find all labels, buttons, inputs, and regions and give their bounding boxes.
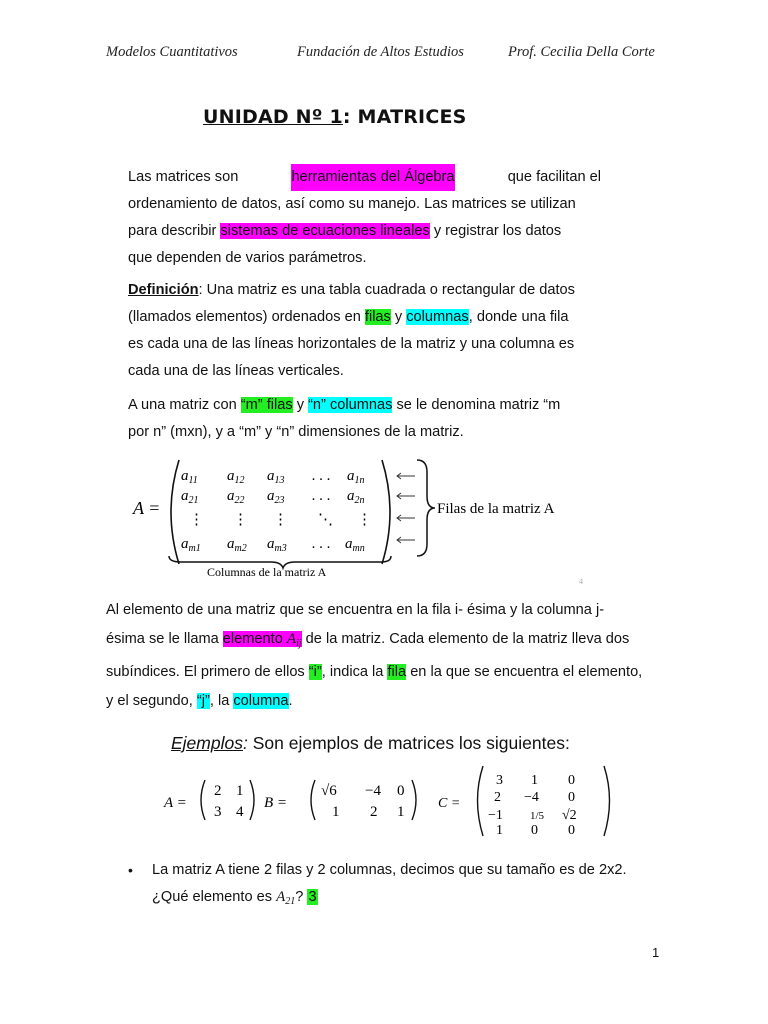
intro-paragraph: Las matrices son herramientas del Álgebra que facilitan el ordenamiento de datos, así como su manejo. Las matrices se utilizan para describir sistemas de ecuaciones lineales y registrar los datos que dependen de varios parámetros. [128, 164, 601, 272]
bullet-icon: • [128, 862, 133, 878]
figure-mark: 4 [579, 577, 583, 586]
svg-text:−1: −1 [488, 808, 503, 823]
matrix-lhs: A = [133, 498, 161, 518]
cell-dots3: . . . [312, 536, 331, 552]
cell-a13: $a_{13}$ [267, 468, 285, 486]
svg-text:1: 1 [531, 773, 538, 788]
svg-text:−4: −4 [524, 790, 539, 805]
svg-text:−4: −4 [365, 783, 381, 799]
svg-text:0: 0 [568, 790, 575, 805]
svg-text:0: 0 [568, 823, 575, 838]
row-arrows [397, 473, 415, 543]
cell-amn: $a_{mn}$ [345, 536, 365, 554]
cell-dots1: . . . [312, 468, 331, 484]
cell-am2: $a_{m2}$ [227, 536, 247, 554]
cell-am1: $a_{m1}$ [181, 536, 201, 554]
general-matrix-figure [125, 452, 595, 587]
page-number: 1 [652, 945, 660, 960]
svg-text:2: 2 [494, 790, 501, 805]
columns-label: Columnas de la matriz A [207, 565, 327, 579]
cell-ddots: ⋱ [318, 512, 333, 528]
answer-highlight: 3 [308, 889, 317, 905]
svg-text:1: 1 [397, 804, 405, 820]
dimensions-paragraph: A una matriz con “m” filas y “n” columnas se le denomina matriz “m por n” (mxn), y a “m” y “n” dimensiones de la matriz. [128, 397, 561, 440]
svg-text:3: 3 [496, 773, 503, 788]
svg-text:A =: A = [164, 795, 187, 811]
examples-heading: Ejemplos: Son ejemplos de matrices los siguientes: [171, 733, 570, 753]
svg-text:1: 1 [496, 823, 503, 838]
right-paren [382, 460, 390, 564]
svg-text:3: 3 [214, 804, 222, 820]
svg-text:2: 2 [214, 783, 222, 799]
cell-am3: $a_{m3}$ [267, 536, 287, 554]
cell-a21: $a_{21}$ [181, 488, 199, 506]
svg-text:0: 0 [531, 823, 538, 838]
header-course: Modelos Cuantitativos [106, 44, 238, 60]
example-matrix-c [438, 766, 610, 838]
svg-text:B =: B = [264, 795, 288, 811]
cell-a11: $a_{11}$ [181, 468, 198, 486]
examples-figure [160, 760, 620, 842]
example-matrix-a [163, 780, 254, 820]
cell-a1n: $a_{1n}$ [347, 468, 365, 486]
header-professor: Prof. Cecilia Della Corte [508, 44, 655, 60]
page-title: UNIDAD Nº 1: MATRICES [203, 106, 467, 128]
cell-vdots4: ⋮ [357, 512, 372, 528]
cell-vdots2: ⋮ [233, 512, 248, 528]
example-matrix-b [264, 780, 416, 820]
svg-text:√2: √2 [562, 808, 577, 823]
rows-label: Filas de la matriz A [437, 501, 555, 517]
svg-text:2: 2 [370, 804, 378, 820]
cell-vdots3: ⋮ [273, 512, 288, 528]
matrix-cells [181, 468, 372, 554]
svg-text:√6: √6 [321, 783, 337, 799]
svg-text:0: 0 [568, 773, 575, 788]
cell-a12: $a_{12}$ [227, 468, 245, 486]
cell-dots2: . . . [312, 488, 331, 504]
svg-text:C =: C = [438, 796, 461, 811]
svg-text:4: 4 [236, 804, 244, 820]
svg-text:1: 1 [332, 804, 340, 820]
element-paragraph: Al elemento de una matriz que se encuentra en la fila i- ésima y la columna j- ésima se le llama elemento $A_{ij}$ de la matriz. Cada elemento de la matriz lleva dos subíndices. El primero de ellos “i”, indica la fila en la que se encuentra el elemento, y el segundo, “j”, la columna. [106, 602, 643, 709]
left-paren [171, 460, 179, 564]
header-institution: Fundación de Altos Estudios [297, 44, 464, 60]
rows-brace [417, 460, 435, 556]
bullet-paragraph: La matriz A tiene 2 filas y 2 columnas, decimos que su tamaño es de 2x2. ¿Qué elemento es $A_{21}$? 3 [152, 862, 627, 907]
cell-vdots1: ⋮ [189, 512, 204, 528]
svg-text:1: 1 [236, 783, 244, 799]
cell-a23: $a_{23}$ [267, 488, 285, 506]
svg-text:1/5: 1/5 [530, 810, 545, 822]
definition-paragraph: Definición: Una matriz es una tabla cuadrada o rectangular de datos (llamados elementos) ordenados en filas y columnas, donde una fila es cada una de las líneas horizontales de la matriz y una columna es cada una de las líneas verticales. [128, 282, 575, 379]
cell-a22: $a_{22}$ [227, 488, 245, 506]
svg-text:0: 0 [397, 783, 405, 799]
cell-a2n: $a_{2n}$ [347, 488, 365, 506]
